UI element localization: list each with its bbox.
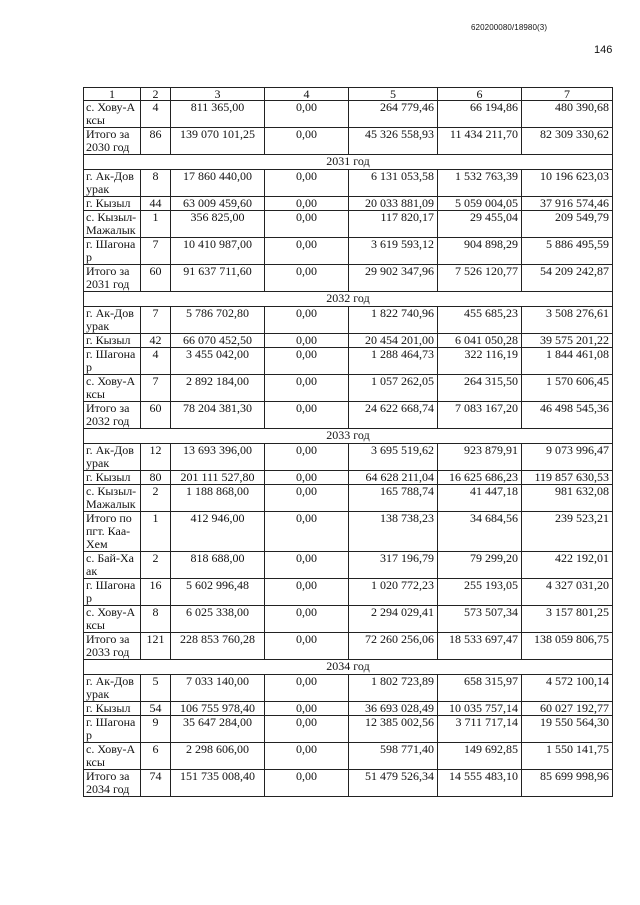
table-cell: 80	[141, 471, 171, 485]
table-cell: 239 523,21	[522, 512, 613, 552]
table-cell: 5 886 495,59	[522, 238, 613, 265]
table-row	[84, 702, 613, 716]
table-cell: 1 188 868,00	[171, 485, 265, 512]
table-cell: 106 755 978,40	[171, 702, 265, 716]
locality-cell: г. Кызыл	[84, 334, 141, 348]
table-row	[84, 675, 613, 702]
table-cell: 1 288 464,73	[349, 348, 438, 375]
table-cell: 0,00	[265, 675, 349, 702]
table-cell: 8	[141, 606, 171, 633]
locality-cell: с. Хову-Аксы	[84, 101, 141, 128]
table-cell: 119 857 630,53	[522, 471, 613, 485]
table-row	[84, 606, 613, 633]
table-cell: 37 916 574,46	[522, 197, 613, 211]
year-heading: 2031 год	[84, 155, 613, 170]
table-cell: 3 508 276,61	[522, 307, 613, 334]
table-cell: 0,00	[265, 702, 349, 716]
table-cell: 138 738,23	[349, 512, 438, 552]
table-cell: 3 619 593,12	[349, 238, 438, 265]
table-row	[84, 211, 613, 238]
table-cell: 0,00	[265, 444, 349, 471]
table-row	[84, 402, 613, 429]
table-cell: 7	[141, 375, 171, 402]
locality-cell: Итого за 2032 год	[84, 402, 141, 429]
locality-cell: Итого за 2031 год	[84, 265, 141, 292]
table-cell: 121	[141, 633, 171, 660]
table-cell: 29 902 347,96	[349, 265, 438, 292]
table-cell: 6 131 053,58	[349, 170, 438, 197]
table-cell: 10 410 987,00	[171, 238, 265, 265]
column-header: 2	[141, 88, 171, 101]
table-cell: 1 550 141,75	[522, 743, 613, 770]
table-cell: 1 057 262,05	[349, 375, 438, 402]
year-section-row	[84, 429, 613, 444]
table-cell: 0,00	[265, 471, 349, 485]
table-cell: 82 309 330,62	[522, 128, 613, 155]
table-cell: 60 027 192,77	[522, 702, 613, 716]
table-cell: 0,00	[265, 770, 349, 797]
table-row	[84, 348, 613, 375]
table-cell: 1 822 740,96	[349, 307, 438, 334]
table-cell: 151 735 008,40	[171, 770, 265, 797]
locality-cell: г. Шагонар	[84, 348, 141, 375]
table-cell: 139 070 101,25	[171, 128, 265, 155]
table-cell: 91 637 711,60	[171, 265, 265, 292]
table-cell: 51 479 526,34	[349, 770, 438, 797]
year-heading: 2032 год	[84, 292, 613, 307]
table-row	[84, 579, 613, 606]
table-cell: 2 294 029,41	[349, 606, 438, 633]
table-row	[84, 334, 613, 348]
table-cell: 44	[141, 197, 171, 211]
table-row	[84, 485, 613, 512]
table-cell: 6	[141, 743, 171, 770]
table-cell: 1 844 461,08	[522, 348, 613, 375]
table-cell: 0,00	[265, 375, 349, 402]
table-cell: 264 779,46	[349, 101, 438, 128]
table-row	[84, 716, 613, 743]
table-cell: 0,00	[265, 265, 349, 292]
table-row	[84, 471, 613, 485]
table-cell: 39 575 201,22	[522, 334, 613, 348]
locality-cell: с. Хову-Аксы	[84, 606, 141, 633]
table-cell: 0,00	[265, 307, 349, 334]
financial-table	[83, 87, 613, 797]
table-cell: 2 298 606,00	[171, 743, 265, 770]
table-cell: 4 327 031,20	[522, 579, 613, 606]
locality-cell: с. Хову-Аксы	[84, 743, 141, 770]
table-cell: 3 695 519,62	[349, 444, 438, 471]
table-cell: 64 628 211,04	[349, 471, 438, 485]
table-cell: 24 622 668,74	[349, 402, 438, 429]
table-cell: 7 033 140,00	[171, 675, 265, 702]
locality-cell: г. Ак-Довурак	[84, 170, 141, 197]
table-cell: 0,00	[265, 238, 349, 265]
table-cell: 41 447,18	[438, 485, 522, 512]
locality-cell: г. Шагонар	[84, 716, 141, 743]
table-cell: 17 860 440,00	[171, 170, 265, 197]
column-header: 6	[438, 88, 522, 101]
locality-cell: Итого за 2030 год	[84, 128, 141, 155]
table-cell: 4 572 100,14	[522, 675, 613, 702]
table-cell: 1 802 723,89	[349, 675, 438, 702]
table-cell: 10 196 623,03	[522, 170, 613, 197]
table-cell: 60	[141, 265, 171, 292]
table-cell: 66 194,86	[438, 101, 522, 128]
year-section-row	[84, 155, 613, 170]
table-cell: 455 685,23	[438, 307, 522, 334]
table-cell: 0,00	[265, 579, 349, 606]
table-cell: 0,00	[265, 197, 349, 211]
table-cell: 658 315,97	[438, 675, 522, 702]
table-cell: 0,00	[265, 512, 349, 552]
table-cell: 36 693 028,49	[349, 702, 438, 716]
table-cell: 149 692,85	[438, 743, 522, 770]
table-cell: 54 209 242,87	[522, 265, 613, 292]
year-heading: 2034 год	[84, 660, 613, 675]
locality-cell: Итого по пгт. Каа-Хем	[84, 512, 141, 552]
table-row	[84, 265, 613, 292]
table-cell: 818 688,00	[171, 552, 265, 579]
table-cell: 19 550 564,30	[522, 716, 613, 743]
locality-cell: г. Ак-Довурак	[84, 307, 141, 334]
table-cell: 3 711 717,14	[438, 716, 522, 743]
table-cell: 0,00	[265, 552, 349, 579]
table-cell: 79 299,20	[438, 552, 522, 579]
table-body	[84, 88, 613, 797]
table-cell: 209 549,79	[522, 211, 613, 238]
table-row	[84, 743, 613, 770]
table-cell: 11 434 211,70	[438, 128, 522, 155]
locality-cell: г. Кызыл	[84, 197, 141, 211]
table-cell: 0,00	[265, 633, 349, 660]
table-cell: 0,00	[265, 485, 349, 512]
table-cell: 6 041 050,28	[438, 334, 522, 348]
table-cell: 8	[141, 170, 171, 197]
table-cell: 29 455,04	[438, 211, 522, 238]
locality-cell: с. Кызыл-Мажалык	[84, 485, 141, 512]
table-cell: 322 116,19	[438, 348, 522, 375]
column-header: 5	[349, 88, 438, 101]
table-row	[84, 633, 613, 660]
table-cell: 78 204 381,30	[171, 402, 265, 429]
table-row	[84, 444, 613, 471]
table-cell: 46 498 545,36	[522, 402, 613, 429]
table-cell: 573 507,34	[438, 606, 522, 633]
table-cell: 0,00	[265, 402, 349, 429]
page-number: 146	[594, 44, 613, 56]
document-id: 620200080/18980(3)	[471, 23, 548, 32]
table-cell: 1 570 606,45	[522, 375, 613, 402]
table-cell: 138 059 806,75	[522, 633, 613, 660]
table-cell: 7 083 167,20	[438, 402, 522, 429]
table-cell: 0,00	[265, 170, 349, 197]
table-cell: 9 073 996,47	[522, 444, 613, 471]
table-cell: 904 898,29	[438, 238, 522, 265]
table-cell: 201 111 527,80	[171, 471, 265, 485]
table-cell: 42	[141, 334, 171, 348]
table-row	[84, 197, 613, 211]
table-cell: 72 260 256,06	[349, 633, 438, 660]
table-cell: 20 033 881,09	[349, 197, 438, 211]
table-cell: 255 193,05	[438, 579, 522, 606]
table-cell: 7 526 120,77	[438, 265, 522, 292]
table-cell: 6 025 338,00	[171, 606, 265, 633]
table-cell: 480 390,68	[522, 101, 613, 128]
table-cell: 1	[141, 512, 171, 552]
table-row	[84, 101, 613, 128]
table-cell: 34 684,56	[438, 512, 522, 552]
table-cell: 4	[141, 101, 171, 128]
locality-cell: г. Кызыл	[84, 471, 141, 485]
table-row	[84, 512, 613, 552]
locality-cell: Итого за 2033 год	[84, 633, 141, 660]
table-cell: 12	[141, 444, 171, 471]
table-cell: 5 786 702,80	[171, 307, 265, 334]
table-cell: 4	[141, 348, 171, 375]
table-cell: 1 532 763,39	[438, 170, 522, 197]
table-cell: 981 632,08	[522, 485, 613, 512]
table-cell: 3 157 801,25	[522, 606, 613, 633]
table-cell: 0,00	[265, 348, 349, 375]
table-cell: 356 825,00	[171, 211, 265, 238]
table-cell: 422 192,01	[522, 552, 613, 579]
table-cell: 9	[141, 716, 171, 743]
locality-cell: г. Кызыл	[84, 702, 141, 716]
locality-cell: с. Хову-Аксы	[84, 375, 141, 402]
table-cell: 35 647 284,00	[171, 716, 265, 743]
table-cell: 16	[141, 579, 171, 606]
table-cell: 228 853 760,28	[171, 633, 265, 660]
locality-cell: г. Шагонар	[84, 238, 141, 265]
table-cell: 54	[141, 702, 171, 716]
table-cell: 0,00	[265, 743, 349, 770]
table-cell: 63 009 459,60	[171, 197, 265, 211]
table-cell: 12 385 002,56	[349, 716, 438, 743]
table-cell: 0,00	[265, 101, 349, 128]
locality-cell: Итого за 2034 год	[84, 770, 141, 797]
table-row	[84, 770, 613, 797]
column-number-row	[84, 88, 613, 101]
table-cell: 5 059 004,05	[438, 197, 522, 211]
column-header: 4	[265, 88, 349, 101]
table-cell: 811 365,00	[171, 101, 265, 128]
table-cell: 74	[141, 770, 171, 797]
year-section-row	[84, 292, 613, 307]
locality-cell: г. Шагонар	[84, 579, 141, 606]
table-row	[84, 307, 613, 334]
table-cell: 20 454 201,00	[349, 334, 438, 348]
table-cell: 0,00	[265, 606, 349, 633]
table-row	[84, 170, 613, 197]
locality-cell: г. Ак-Довурак	[84, 675, 141, 702]
table-cell: 5	[141, 675, 171, 702]
column-header: 3	[171, 88, 265, 101]
locality-cell: с. Кызыл-Мажалык	[84, 211, 141, 238]
table-cell: 0,00	[265, 128, 349, 155]
table-cell: 60	[141, 402, 171, 429]
table-cell: 85 699 998,96	[522, 770, 613, 797]
table-cell: 3 455 042,00	[171, 348, 265, 375]
table-cell: 14 555 483,10	[438, 770, 522, 797]
table-cell: 923 879,91	[438, 444, 522, 471]
table-cell: 2 892 184,00	[171, 375, 265, 402]
table-cell: 16 625 686,23	[438, 471, 522, 485]
table-cell: 18 533 697,47	[438, 633, 522, 660]
table-cell: 45 326 558,93	[349, 128, 438, 155]
table-cell: 10 035 757,14	[438, 702, 522, 716]
table-cell: 1	[141, 211, 171, 238]
table-cell: 13 693 396,00	[171, 444, 265, 471]
table-cell: 0,00	[265, 334, 349, 348]
table-cell: 66 070 452,50	[171, 334, 265, 348]
year-heading: 2033 год	[84, 429, 613, 444]
table-cell: 598 771,40	[349, 743, 438, 770]
column-header: 1	[84, 88, 141, 101]
table-cell: 2	[141, 485, 171, 512]
table-cell: 2	[141, 552, 171, 579]
table-cell: 264 315,50	[438, 375, 522, 402]
year-section-row	[84, 660, 613, 675]
table-cell: 7	[141, 307, 171, 334]
column-header: 7	[522, 88, 613, 101]
table-cell: 0,00	[265, 211, 349, 238]
table-cell: 117 820,17	[349, 211, 438, 238]
table-row	[84, 238, 613, 265]
table-cell: 317 196,79	[349, 552, 438, 579]
table-row	[84, 375, 613, 402]
table-cell: 1 020 772,23	[349, 579, 438, 606]
locality-cell: с. Бай-Хаак	[84, 552, 141, 579]
locality-cell: г. Ак-Довурак	[84, 444, 141, 471]
table-cell: 5 602 996,48	[171, 579, 265, 606]
table-cell: 86	[141, 128, 171, 155]
table-cell: 0,00	[265, 716, 349, 743]
table-cell: 165 788,74	[349, 485, 438, 512]
table-cell: 412 946,00	[171, 512, 265, 552]
table-cell: 7	[141, 238, 171, 265]
table-row	[84, 552, 613, 579]
table-row	[84, 128, 613, 155]
